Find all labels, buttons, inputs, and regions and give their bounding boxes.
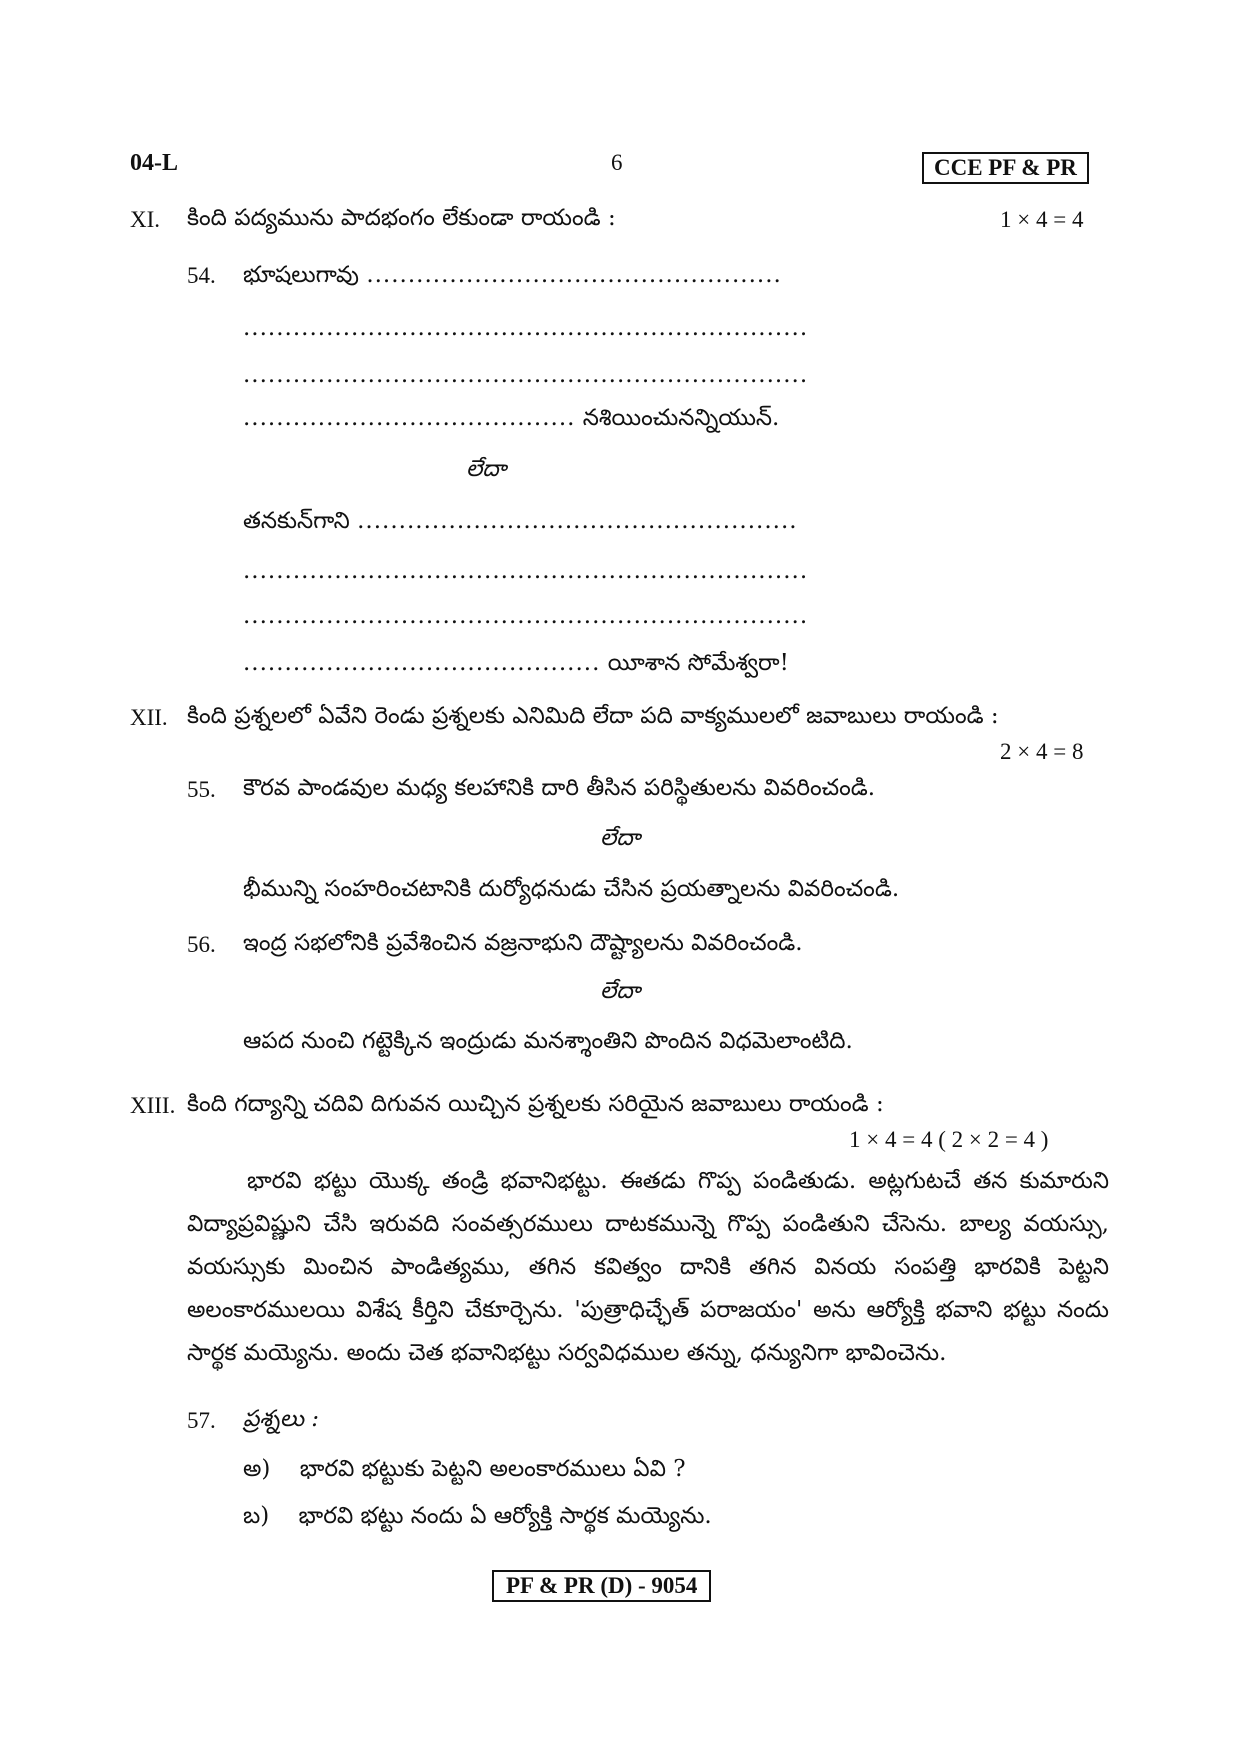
- or-label: లేదా: [600, 825, 641, 851]
- question-number: 57.: [187, 1408, 216, 1433]
- section-marks: 1 × 4 = 4: [1000, 207, 1084, 232]
- poem-line-4-end: నశియించునన్నియున్.: [582, 405, 780, 431]
- poem-line-1: [243, 262, 782, 294]
- question-number: 56.: [187, 932, 216, 957]
- blank-dots: ........................................: [243, 405, 576, 431]
- question-number: 55.: [187, 777, 216, 802]
- alt-poem-line-4-end: యీశాన సోమేశ్వరా!: [607, 650, 789, 676]
- blank-dots: ...........................................: [243, 650, 601, 676]
- question-text: ఇంద్ర సభలోనికి ప్రవేశించిన వజ్రనాభుని దౌష్ట్యాలను వివరించండి.: [243, 930, 803, 956]
- section-instruction: కింది గద్యాన్ని చదివి దిగువన యిచ్చిన ప్రశ్నలకు సరియైన జవాబులు రాయండి :: [187, 1091, 884, 1117]
- sub-question-text: భారవి భట్టు నందు ఏ ఆర్యోక్తి సార్థక మయ్యెను.: [298, 1503, 712, 1529]
- section-instruction: కింది ప్రశ్నలలో ఏవేని రెండు ప్రశ్నలకు ఎనిమిది లేదా పది వాక్యములలో జవాబులు రాయండి :: [187, 703, 999, 729]
- or-label: లేదా: [600, 978, 641, 1004]
- or-label: లేదా: [466, 456, 507, 482]
- paper-code: 04-L: [130, 150, 178, 176]
- reading-passage: భారవి భట్టు యొక్క తండ్రి భవానిభట్టు. ఈతడు గొప్ప పండితుడు. అట్లగుటచే తన కుమారుని విద్యాప్రవిష్ణుని చేసి ఇరువది సంవత్సరములు దాటకమున్నె గొప్ప పండితుని చేసెను. బాల్య వయస్సు, వయస్సుకు మించిన పాండిత్యము, తగిన కవిత్వం దానికి తగిన వినయ సంపత్తి భారవికి పెట్టని అలంకారములయి విశేష కీర్తిని చేకూర్చెను. 'పుత్రాధిచ్ఛేత్ పరాజయం' అను ఆర్యోక్తి భవాని భట్టు నందు సార్థక మయ్యెను. అందు చెత భవానిభట్టు సర్వవిధముల తన్ను, ధన్యునిగా భావించెను.: [187, 1168, 1109, 1366]
- poem-line-2-blank: ....................................................................: [243, 315, 809, 341]
- alt-poem-line-1: [243, 508, 798, 540]
- alt-poem-line-4: [243, 650, 789, 682]
- question-alt-text: భీమున్ని సంహరించటానికి దుర్యోధనుడు చేసిన ప్రయత్నాలను వివరించండి.: [243, 876, 900, 902]
- section-number: XI.: [130, 207, 161, 232]
- sub-question: [243, 1456, 686, 1488]
- footer-code-box: PF & PR (D) - 9054: [492, 1570, 711, 1602]
- blank-dots: ..................................................: [366, 262, 782, 288]
- sub-question-marker: బ): [243, 1503, 270, 1529]
- section-number: XII.: [130, 705, 168, 730]
- poem-line-1-start: భూషలుగావు: [243, 262, 359, 288]
- alt-poem-line-2-blank: ....................................................................: [243, 558, 809, 584]
- question-alt-text: ఆపద నుంచి గట్టెక్కిన ఇంద్రుడు మనశ్శాంతిని పొందిన విధమెలాంటిది.: [243, 1028, 853, 1054]
- alt-poem-line-1-start: తనకున్‌గాని: [243, 508, 350, 534]
- question-text: కౌరవ పాండవుల మధ్య కలహానికి దారి తీసిన పరిస్థితులను వివరించండి.: [243, 775, 876, 801]
- section-marks: 1 × 4 = 4 ( 2 × 2 = 4 ): [849, 1127, 1049, 1152]
- poem-line-4: [243, 405, 779, 437]
- poem-line-3-blank: ....................................................................: [243, 362, 809, 388]
- section-marks: 2 × 4 = 8: [1000, 739, 1084, 764]
- series-box: CCE PF & PR: [922, 152, 1089, 184]
- sub-question-text: భారవి భట్టుకు పెట్టని అలంకారములు ఏవి ?: [299, 1456, 686, 1482]
- sub-question-marker: అ): [243, 1456, 271, 1482]
- section-instruction: కింది పద్యమును పాదభంగం లేకుండా రాయండి :: [187, 205, 616, 231]
- section-number: XIII.: [130, 1093, 176, 1118]
- sub-question: [243, 1503, 712, 1535]
- question-number: 54.: [187, 263, 216, 288]
- blank-dots: .....................................................: [357, 508, 798, 534]
- page-number: 6: [611, 150, 623, 175]
- alt-poem-line-3-blank: ....................................................................: [243, 603, 809, 629]
- questions-label: ప్రశ్నలు :: [243, 1406, 320, 1432]
